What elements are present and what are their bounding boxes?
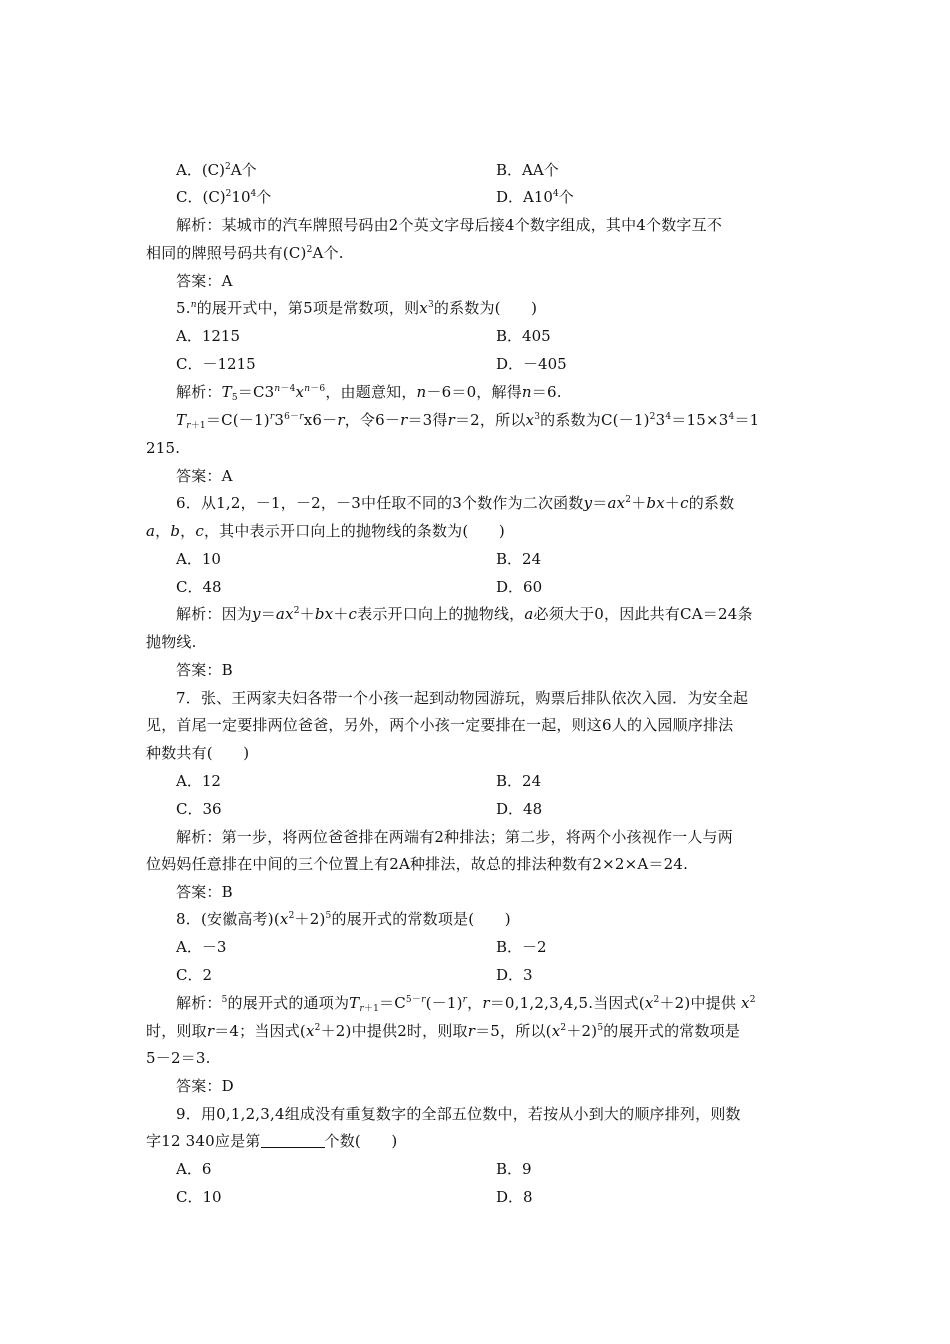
q4-option-d: D．$A10^4$个: [496, 188, 574, 206]
q8-solution-line-1: 解析：$^5$的展开式的通项为$T_{r+1}=C^{5-r}(-1)^r$，r＝0,1,2,3,4,5.当因式$(x^2+2)$中提供 $x^2$: [176, 994, 756, 1014]
q5-solution-line-3: 215.: [146, 439, 181, 457]
q8-solution-line-2: 时，则取r＝4；当因式$(x^2+2)$中提供2时，则取r＝5，所以$(x^2+2)^5$的展开式的常数项是: [146, 1022, 741, 1040]
q5-option-b: B．405: [496, 327, 551, 345]
q9-option-c: C．10: [176, 1188, 222, 1206]
q7-stem-line-3: 种数共有( ): [146, 744, 250, 762]
q5-option-c: C．－1215: [176, 355, 256, 373]
q6-solution-line-1: 解析：因为$y=ax^2+bx+c$表示开口向上的抛物线，a必须大于0，因此共有CA＝24条: [176, 605, 753, 623]
q7-stem-line-2: 见，首尾一定要排两位爸爸，另外，两个小孩一定要排在一起，则这6人的入园顺序排法: [146, 716, 734, 734]
q5-solution-line-2: $T_{r+1}=C(-1)^r3^{6-r}x6-r$，令6－r＝3得r＝2，所以$x^3$的系数为$C(-1)^23^4=15\times 3^4=1$: [176, 411, 760, 431]
q6-option-d: D．60: [496, 578, 543, 596]
q6-solution-line-2: 抛物线.: [146, 633, 197, 651]
q8-answer: 答案：D: [176, 1077, 234, 1095]
q8-option-d: D．3: [496, 966, 533, 984]
q7-option-c: C．36: [176, 800, 222, 818]
q9-stem-line-1: 9．用0,1,2,3,4组成没有重复数字的全部五位数中，若按从小到大的顺序排列，则数: [176, 1105, 741, 1123]
q7-solution-line-2: 位妈妈任意排在中间的三个位置上有2A种排法，故总的排法种数有2×2×A＝24.: [146, 855, 689, 873]
q6-option-b: B．24: [496, 550, 542, 568]
q5-answer: 答案：A: [176, 467, 233, 485]
q9-option-a: A．6: [176, 1160, 212, 1178]
q7-option-d: D．48: [496, 800, 543, 818]
q6-stem-line-2: a，b，c，其中表示开口向上的抛物线的条数为( ): [146, 522, 505, 540]
q8-option-b: B．－2: [496, 938, 547, 956]
q8-option-a: A．－3: [176, 938, 227, 956]
q4-solution-line-2: 相同的牌照号码共有$(C)^2A$个.: [146, 244, 344, 262]
q6-answer: 答案：B: [176, 661, 233, 679]
q7-solution-line-1: 解析：第一步，将两位爸爸排在两端有2种排法；第二步，将两个小孩视作一人与两: [176, 828, 733, 846]
q8-stem: 8．(安徽高考)$(x^2+2)^5$的展开式的常数项是( ): [176, 910, 511, 928]
q5-option-a: A．1215: [176, 327, 241, 345]
q6-option-a: A．10: [176, 550, 221, 568]
q4-option-b: B．AA个: [496, 161, 559, 179]
q4-solution-line-1: 解析：某城市的汽车牌照号码由2个英文字母后接4个数字组成，其中4个数字互不: [176, 216, 723, 234]
q8-solution-line-3: 5－2＝3.: [146, 1049, 211, 1067]
answer-blank: [261, 1133, 325, 1148]
q7-stem-line-1: 7．张、王两家夫妇各带一个小孩一起到动物园游玩，购票后排队依次入园．为安全起: [176, 689, 749, 707]
q9-option-d: D．8: [496, 1188, 533, 1206]
q5-solution-line-1: 解析：$T_5=C3^{n-4}x^{n-6}$，由题意知，n－6＝0，解得n＝6.: [176, 383, 562, 403]
q6-option-c: C．48: [176, 578, 222, 596]
q4-answer: 答案：A: [176, 272, 233, 290]
q9-stem-line-2: 字12 340应是第 个数( ): [146, 1132, 398, 1150]
q7-option-a: A．12: [176, 772, 221, 790]
q7-option-b: B．24: [496, 772, 542, 790]
q6-stem-line-1: 6．从1,2，－1，－2，－3中任取不同的3个数作为二次函数$y=ax^2+bx+c$的系数: [176, 494, 735, 512]
q4-option-c: C．$(C)^210^4$个: [176, 188, 272, 206]
q5-stem: 5.$^n$的展开式中，第5项是常数项，则$x^3$的系数为( ): [176, 299, 538, 317]
q9-option-b: B．9: [496, 1160, 532, 1178]
q5-option-d: D．－405: [496, 355, 567, 373]
q4-option-a: A．$(C)^2A$个: [176, 161, 257, 179]
q8-option-c: C．2: [176, 966, 213, 984]
q7-answer: 答案：B: [176, 883, 233, 901]
